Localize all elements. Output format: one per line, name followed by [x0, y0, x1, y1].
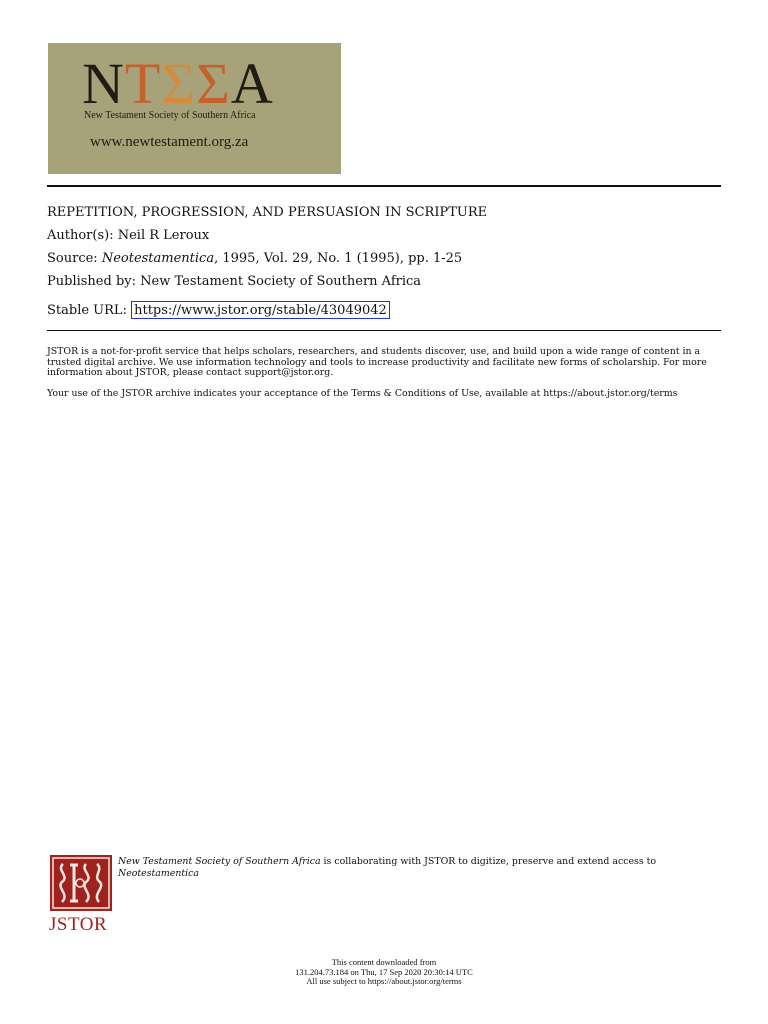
logo-letter-sigma-2: Σ [196, 51, 231, 116]
logo-website: www.newtestament.org.za [90, 134, 249, 150]
article-author-line [47, 228, 209, 243]
ntssa-logo [48, 43, 341, 174]
stable-url-link[interactable]: https://www.jstor.org/stable/43049042 [131, 301, 390, 319]
stable-url-line [47, 301, 390, 319]
collab-text: is collaborating with JSTOR to digitize, preserve and extend access to [320, 856, 657, 867]
collab-journal: Neotestamentica [118, 867, 199, 879]
footer-line-3: All use subject to https://about.jstor.org/terms [306, 976, 462, 987]
collaboration-statement [118, 856, 718, 879]
logo-society-name: New Testament Society of Southern Africa [84, 110, 256, 121]
footer-line-1: This content downloaded from [331, 957, 437, 967]
article-publisher-line [47, 274, 421, 289]
source-label: Source: [47, 251, 98, 266]
author-label: Author(s): [47, 228, 114, 243]
article-title: REPETITION, PROGRESSION, AND PERSUASION IN SCRIPTURE [47, 205, 488, 220]
top-divider [47, 185, 721, 187]
source-details: , 1995, Vol. 29, No. 1 (1995), pp. 1-25 [214, 251, 463, 266]
source-journal: Neotestamentica [101, 251, 215, 266]
jstor-wordmark: JSTOR [49, 914, 108, 935]
jstor-logo [49, 855, 114, 935]
logo-letter-n: N [82, 51, 125, 116]
published-label: Published by: [47, 274, 136, 289]
logo-letter-sigma-1: Σ [161, 51, 197, 116]
terms-notice: Your use of the JSTOR archive indicates your acceptance of the Terms & Conditions of Use, available at https://about.jstor.org/terms [47, 388, 678, 399]
logo-letter-a: A [230, 51, 274, 116]
publisher-name: New Testament Society of Southern Africa [140, 274, 422, 289]
about-jstor-notice: JSTOR is a not-for-profit service that helps scholars, researchers, and students discover, use, and build upon a wide range of content in a trusted digital archive. We use information technology and tools to increase productivity and facilitate new forms of scholarship. For more information about JSTOR, please contact support@jstor.org. [47, 346, 707, 379]
author-name: Neil R Leroux [117, 228, 210, 243]
stable-url-label: Stable URL: [47, 303, 127, 318]
logo-letter-t: T [124, 51, 162, 116]
download-footer [0, 958, 768, 987]
collab-partner: New Testament Society of Southern Africa [118, 856, 321, 867]
footer-line-2: 131.204.73.184 on Thu, 17 Sep 2020 20:30:14 UTC [295, 966, 473, 977]
jstor-emblem-icon [50, 855, 112, 911]
article-source-line [47, 251, 462, 266]
middle-divider [47, 330, 721, 331]
